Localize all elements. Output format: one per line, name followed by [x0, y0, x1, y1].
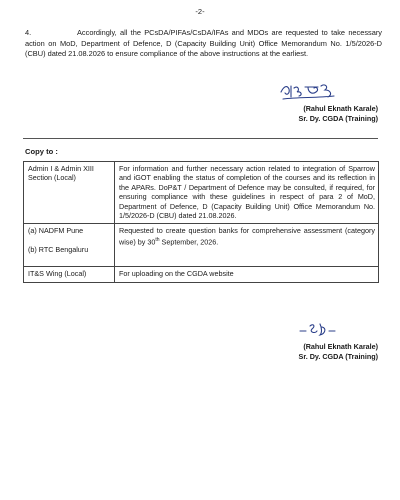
signatory-name: (Rahul Eknath Karale)	[303, 342, 378, 351]
page-number: -2-	[195, 7, 205, 16]
sd-signature	[299, 318, 378, 342]
remark-cell	[115, 224, 379, 267]
addressee-cell: IT&S Wing (Local)	[24, 267, 115, 282]
paragraph-text: Accordingly, all the PCsDA/PIFAs/CsDA/IFAs and MDOs are requested to take necessary action on MoD, Department of Defence, D (Capacity Building Unit) Office Memorandum No. 1/5/2026-D (CBU) dated 21.08.2026 to ensure compliance of the above instructions at the earliest.	[25, 28, 382, 59]
remark-text: Requested to create question banks for comprehensive assessment (category wise) by 30	[119, 226, 375, 247]
addressee-cell: Admin I & Admin XIII Section (Local)	[24, 162, 115, 224]
addressee-rtc: (b) RTC Bengaluru	[28, 244, 89, 254]
handwritten-signature	[299, 80, 378, 104]
addressee-nadfm: (a) NADFM Pune	[28, 226, 84, 236]
section-divider	[23, 138, 378, 139]
signatory-designation: Sr. Dy. CGDA (Training)	[298, 113, 378, 123]
remark-cell: For information and further necessary action related to integration of Sparrow and iGOT enabling the status of completion of the courses and its reflection in the APARs. DoP&T / Department of Defence may be consulted, if required, for ensuring compliance with these guidelines in respect of para 2 of MoD, Department of Defence, D (Capacity Building Unit) Office Memorandum No. 1/5/2026-D (CBU) dated 21.08.2026.	[115, 162, 379, 224]
copy-to-heading: Copy to :	[25, 147, 58, 156]
signature-block-top	[299, 80, 378, 123]
paragraph-4	[25, 28, 382, 60]
signatory-name: (Rahul Eknath Karale)	[303, 104, 378, 113]
remark-cell: For uploading on the CGDA website	[115, 267, 379, 282]
table-row	[24, 267, 379, 282]
paragraph-number: 4.	[25, 28, 32, 37]
copy-to-table	[23, 161, 379, 283]
ordinal-suffix: th	[155, 236, 160, 243]
table-row	[24, 224, 379, 267]
addressee-cell	[24, 224, 115, 267]
table-row	[24, 162, 379, 224]
remark-text-end: September, 2026.	[159, 237, 219, 247]
signatory-designation: Sr. Dy. CGDA (Training)	[298, 351, 378, 361]
signature-block-bottom	[299, 318, 378, 361]
